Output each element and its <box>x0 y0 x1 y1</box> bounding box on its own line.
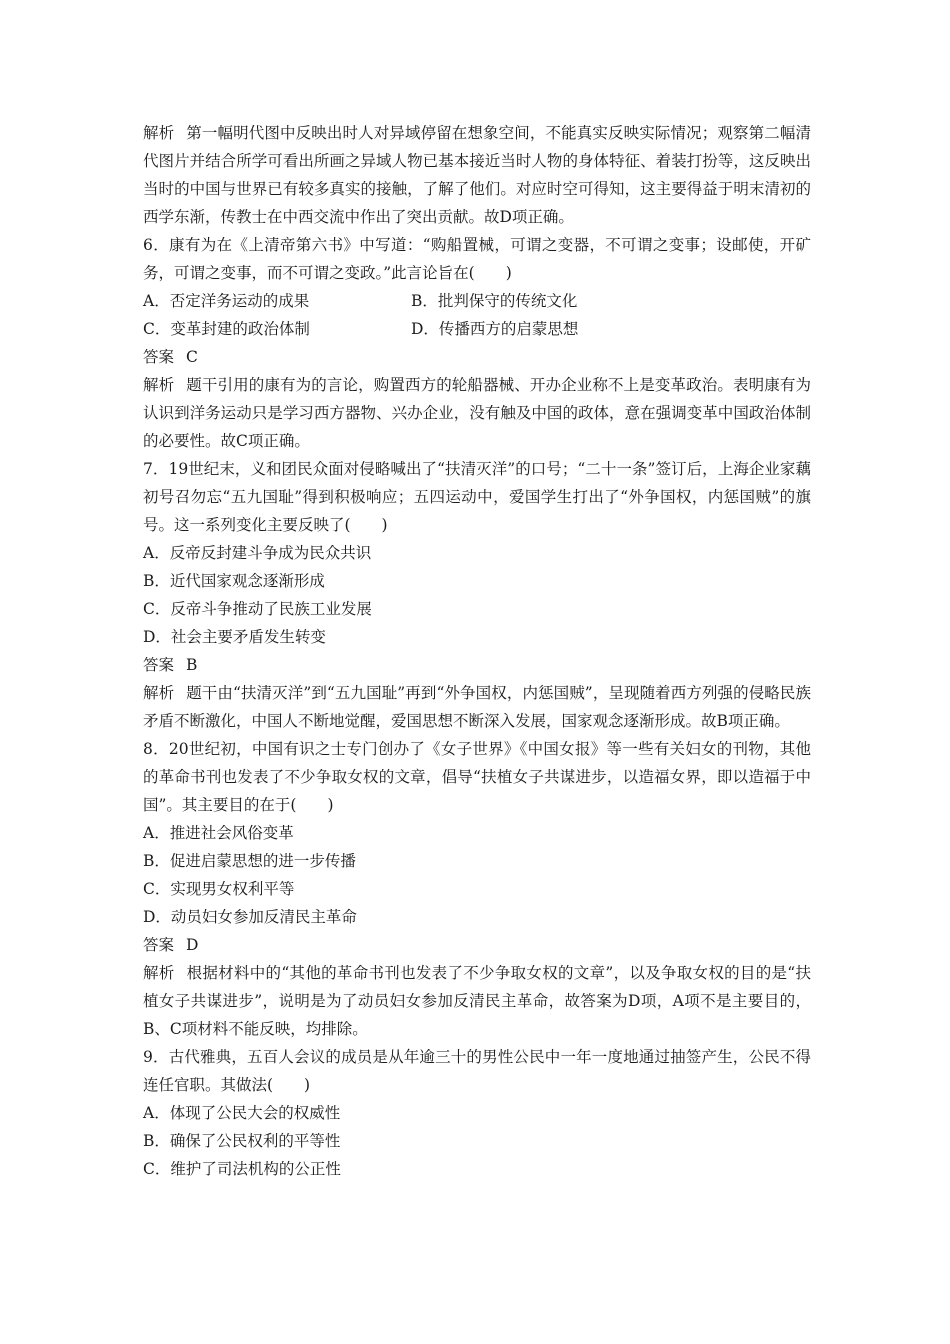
question-6-answer <box>143 343 811 371</box>
intro-analysis <box>143 119 811 231</box>
option-d: D．传播西方的启蒙思想 <box>411 320 579 338</box>
document-page <box>143 119 811 1183</box>
answer-label: 答案 <box>143 936 175 954</box>
analysis-text: 题干由“扶清灭洋”到“五九国耻”再到“外争国权，内惩国贼”，呈现随着西方列强的侵略民族矛盾不断激化，中国人不断地觉醒，爱国思想不断深入发展，国家观念逐渐形成。故B项正确。 <box>143 684 811 730</box>
question-8-analysis <box>143 959 811 1043</box>
analysis-text: 根据材料中的“其他的革命书刊也发表了不少争取女权的文章”，以及争取女权的目的是“扶植女子共谋进步”，说明是为了动员妇女参加反清民主革命，故答案为D项，A项不是主要目的，B、C项材料不能反映，均排除。 <box>143 964 811 1038</box>
option-c: C．实现男女权利平等 <box>143 880 295 898</box>
question-8-answer <box>143 931 811 959</box>
analysis-text: 第一幅明代图中反映出时人对异域停留在想象空间，不能真实反映实际情况；观察第二幅清代图片并结合所学可看出所画之异域人物已基本接近当时人物的身体特征、着装打扮等，这反映出当时的中国与世界已有较多真实的接触，了解了他们。对应时空可得知，这主要得益于明末清初的西学东渐，传教士在中西交流中作出了突出贡献。故D项正确。 <box>143 124 811 226</box>
answer-label: 答案 <box>143 656 175 674</box>
question-6-options-row-1 <box>143 287 811 315</box>
option-c: C．变革封建的政治体制 <box>143 320 310 338</box>
option-a: A．否定洋务运动的成果 <box>143 292 310 310</box>
option-a: A．反帝反封建斗争成为民众共识 <box>143 544 372 562</box>
analysis-text: 题干引用的康有为的言论，购置西方的轮船器械、开办企业称不上是变革政治。表明康有为认识到洋务运动只是学习西方器物、兴办企业，没有触及中国的政体，意在强调变革中国政治体制的必要性。故C项正确。 <box>143 376 811 450</box>
answer-value: D <box>186 936 199 954</box>
option-c: C．反帝斗争推动了民族工业发展 <box>143 600 372 618</box>
option-b: B．促进启蒙思想的进一步传播 <box>143 852 356 870</box>
option-d: D．动员妇女参加反清民主革命 <box>143 908 357 926</box>
question-6-analysis <box>143 371 811 455</box>
option-b: B．批判保守的传统文化 <box>411 292 578 310</box>
option-d: D．社会主要矛盾发生转变 <box>143 628 326 646</box>
question-7-analysis <box>143 679 811 735</box>
option-b: B．近代国家观念逐渐形成 <box>143 572 325 590</box>
question-7-answer <box>143 651 811 679</box>
option-b: B．确保了公民权利的平等性 <box>143 1132 341 1150</box>
question-8-stem: 8．20世纪初，中国有识之士专门创办了《女子世界》《中国女报》等一些有关妇女的刊物，其他的革命书刊也发表了不少争取女权的文章，倡导“扶植女子共谋进步，以造福女界，即以造福于中国”。其主要目的在于( ) <box>143 740 811 814</box>
option-c: C．维护了司法机构的公正性 <box>143 1160 341 1178</box>
analysis-label: 解析 <box>143 964 175 982</box>
analysis-label: 解析 <box>143 684 175 702</box>
analysis-label: 解析 <box>143 124 175 142</box>
answer-value: C <box>186 348 198 366</box>
question-9-stem: 9．古代雅典，五百人会议的成员是从年逾三十的男性公民中一年一度地通过抽签产生，公民不得连任官职。其做法( ) <box>143 1048 811 1094</box>
answer-label: 答案 <box>143 348 175 366</box>
analysis-label: 解析 <box>143 376 175 394</box>
question-6-stem: 6．康有为在《上清帝第六书》中写道：“购船置械，可谓之变器，不可谓之变事；设邮使，开矿务，可谓之变事，而不可谓之变政。”此言论旨在( ) <box>143 236 811 282</box>
question-6-options-row-2 <box>143 315 811 343</box>
option-a: A．体现了公民大会的权威性 <box>143 1104 341 1122</box>
answer-value: B <box>186 656 198 674</box>
option-a: A．推进社会风俗变革 <box>143 824 294 842</box>
question-7-stem: 7．19世纪末，义和团民众面对侵略喊出了“扶清灭洋”的口号；“二十一条”签订后，上海企业家藕初号召勿忘“五九国耻”得到积极响应；五四运动中，爱国学生打出了“外争国权，内惩国贼”的旗号。这一系列变化主要反映了( ) <box>143 460 811 534</box>
